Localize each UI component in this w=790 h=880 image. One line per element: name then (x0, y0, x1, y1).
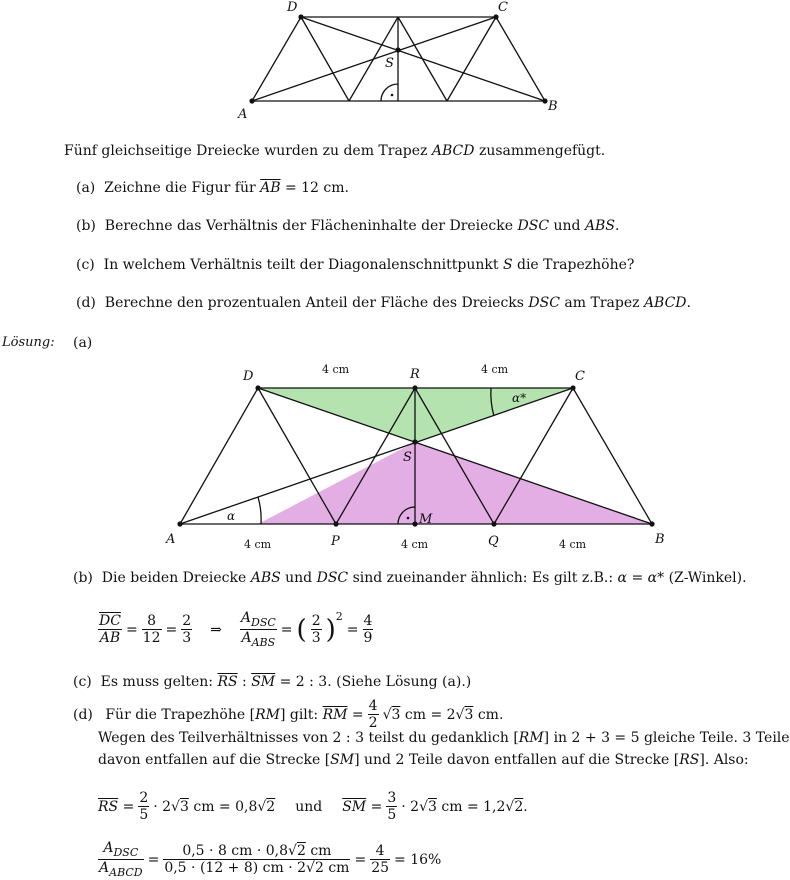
label-alpha: α (227, 509, 236, 523)
task-d: (d) Berechne den prozentualen Anteil der Fläche des Dreiecks DSC am Trapez ABCD. (76, 295, 691, 311)
label-D: D (287, 0, 298, 15)
label-M: M (419, 512, 433, 527)
label-Q: Q (488, 534, 499, 549)
label-S: S (385, 56, 394, 71)
label-D2: D (243, 369, 254, 384)
trapezoid-figure-small (0, 0, 733, 125)
solution-d-line3: davon entfallen auf die Strecke [SM] und 2 Teile davon entfallen auf die Strecke [RS]. Also: (98, 752, 749, 768)
intro-text: Fünf gleichseitige Dreiecke wurden zu dem Trapez ABCD zusammengefügt. (64, 143, 606, 159)
solution-d-rs-sm: $\overline{RS}$ = $\frac{2}{5}$ · 2√3 cm = 0,8√2 und $\overline{SM}$ = $\frac{3}{5}$ · 2√3 cm = 1,2√2. (98, 790, 528, 824)
label-C2: C (575, 369, 585, 384)
label-B2: B (655, 532, 665, 547)
dim-top-left: 4 cm (322, 363, 350, 376)
dim-bottom-left: 4 cm (244, 538, 272, 551)
task-b: (b) Berechne das Verhältnis der Flächeninhalte der Dreiecke DSC und ABS. (76, 218, 620, 234)
solution-label: Lösung: (2, 335, 55, 350)
solution-a-label: (a) (73, 335, 93, 351)
dim-top-right: 4 cm (481, 363, 509, 376)
triangle-ABS-fill (258, 442, 652, 524)
label-C: C (498, 0, 508, 15)
trapezoid-figure-detailed (0, 360, 733, 560)
dim-bottom-mid: 4 cm (401, 538, 429, 551)
label-B: B (548, 99, 558, 114)
task-c: (c) In welchem Verhältnis teilt der Diagonalenschnittpunkt S die Trapezhöhe? (76, 257, 635, 273)
dim-bottom-right: 4 cm (559, 538, 587, 551)
task-a: (a) Zeichne die Figur für $\overline{AB} = 12$ cm. (76, 180, 349, 196)
label-A: A (238, 107, 248, 122)
label-alpha-star: α* (512, 391, 527, 405)
solution-d-line1: (d) Für die Trapezhöhe [RM] gilt: $\overline{RM}$ = $\frac{4}{2}$ √3 cm = 2√3 cm. (73, 698, 504, 732)
solution-d-final: $\frac{A_{DSC}}{A_{ABCD}}$ = $\frac{0,5 \cdot 8 cm \cdot 0,8√2 cm}{0,5 \cdot (12 + 8) cm \cdot 2√2 cm}$ = $\frac{4}{25}$ = 16% (99, 840, 442, 880)
label-A2: A (166, 532, 176, 547)
solution-b-formula: $\frac{\overline{DC}}{AB}$ = $\frac{8}{12}$ = $\frac{2}{3}$ ⇒ $\frac{A_{DSC}}{A_{ABS}}$ = ( $\frac{2}{3}$ ) $^2$ = $\frac{4}{9}$ (99, 610, 373, 650)
label-P: P (331, 534, 340, 549)
label-S2: S (403, 450, 412, 465)
solution-d-line2: Wegen des Teilverhältnisses von 2 : 3 teilst du gedanklich [RM] in 2 + 3 = 5 gleiche Teile. 3 Teile (98, 730, 790, 746)
solution-b-text: (b) Die beiden Dreiecke ABS und DSC sind zueinander ähnlich: Es gilt z.B.: α = α* (Z-Winkel). (73, 570, 747, 586)
label-R: R (410, 367, 420, 382)
solution-c-text: (c) Es muss gelten: $\overline{RS}$ : $\overline{SM} = 2$ : 3. (Siehe Lösung (a).) (73, 674, 472, 690)
